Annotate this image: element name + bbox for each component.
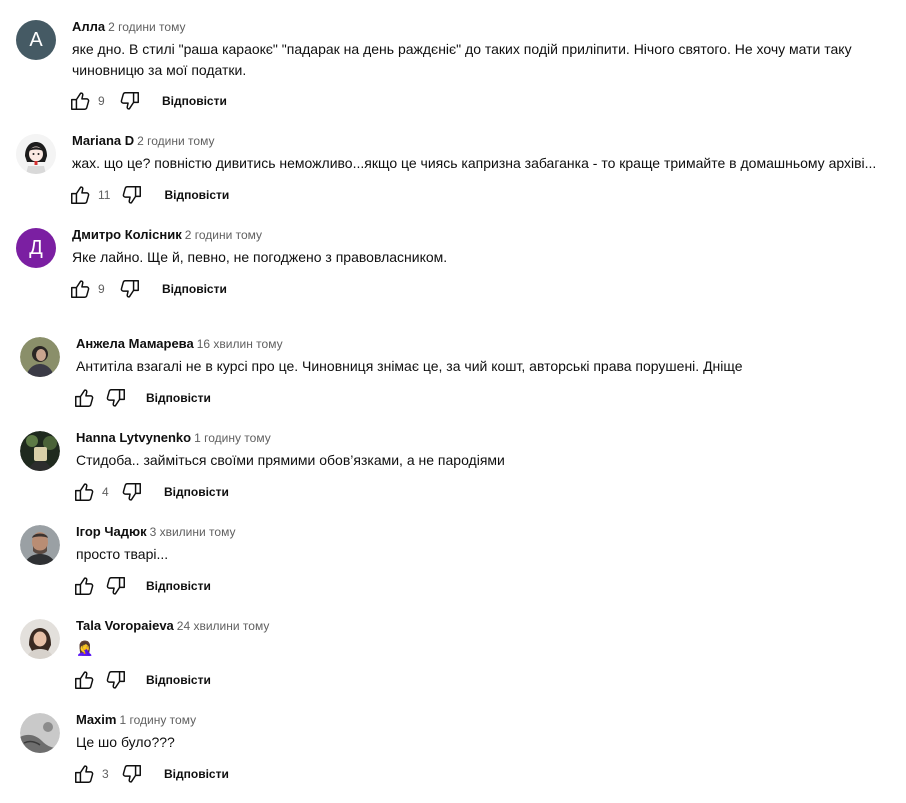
thumbs-down-icon xyxy=(119,278,141,300)
thumbs-up-icon xyxy=(73,481,95,503)
dislike-button[interactable] xyxy=(118,277,142,301)
comment-author[interactable]: Анжела Мамарева xyxy=(76,336,194,351)
thumbs-down-icon xyxy=(121,184,143,206)
comment-text: Яке лайно. Ще й, певно, не погоджено з правовласником. xyxy=(72,249,448,265)
comment-text: жах. що це? повністю дивитись неможливо...якщо це чиясь капризна забаганка - то краще тримайте в домашньому архіві... xyxy=(72,155,877,171)
user-photo-icon xyxy=(20,619,60,659)
thumbs-down-icon xyxy=(121,481,143,503)
cartoon-girl-icon xyxy=(16,134,56,174)
comment-timestamp[interactable]: 1 годину тому xyxy=(194,431,271,445)
reply-button[interactable]: Відповісти xyxy=(164,188,230,202)
like-count: 3 xyxy=(102,767,109,781)
comment-item xyxy=(0,335,906,427)
like-button[interactable] xyxy=(72,762,96,786)
user-photo-icon xyxy=(20,431,60,471)
like-button[interactable] xyxy=(68,183,92,207)
thumbs-up-icon xyxy=(73,669,95,691)
comment-timestamp[interactable]: 16 хвилин тому xyxy=(196,337,283,351)
comment-text: просто тварі... xyxy=(76,546,169,562)
comment-timestamp[interactable]: 2 години тому xyxy=(108,20,186,34)
thumbs-down-icon xyxy=(105,387,127,409)
avatar[interactable] xyxy=(16,20,56,60)
cartoon-girl-avatar[interactable] xyxy=(16,134,56,174)
thumbs-down-icon xyxy=(105,575,127,597)
like-button[interactable] xyxy=(72,668,96,692)
comment-item xyxy=(0,523,906,615)
comment-timestamp[interactable]: 1 годину тому xyxy=(119,713,197,727)
reply-button[interactable]: Відповісти xyxy=(164,485,229,499)
dislike-button[interactable] xyxy=(120,480,144,504)
user-photo-avatar[interactable] xyxy=(20,431,60,471)
comment-text: Це шо було??? xyxy=(76,734,175,750)
reply-button[interactable]: Відповісти xyxy=(162,282,227,296)
reply-button[interactable]: Відповісти xyxy=(162,94,227,108)
comment-item xyxy=(0,711,906,803)
avatar-letter: Д xyxy=(29,236,43,259)
dislike-button[interactable] xyxy=(120,183,144,207)
like-button[interactable] xyxy=(72,386,96,410)
reply-button[interactable]: Відповісти xyxy=(146,673,211,687)
reply-button[interactable]: Відповісти xyxy=(164,767,229,781)
comment-text: Стидоба.. займіться своїми прямими обов’язками, а не пародіями xyxy=(76,452,505,468)
like-button[interactable] xyxy=(68,89,92,113)
thumbs-up-icon xyxy=(73,575,95,597)
thumbs-down-icon xyxy=(119,90,141,112)
comment-text: Антитіла взагалі не в курсі про це. Чиновниця знімає це, за чий кошт, авторські права порушені. Дніще xyxy=(76,358,743,374)
comment-item xyxy=(0,226,906,318)
user-photo-avatar[interactable] xyxy=(20,713,60,753)
comment-author[interactable]: Hanna Lytvynenko xyxy=(76,430,192,445)
like-count: 9 xyxy=(98,282,105,296)
comment-author[interactable]: Ігор Чадюк xyxy=(76,524,147,539)
reply-button[interactable]: Відповісти xyxy=(146,579,211,593)
comment-text: 🤦‍♀️ xyxy=(76,640,94,656)
like-count: 11 xyxy=(98,188,111,202)
comment-timestamp[interactable]: 24 хвилини тому xyxy=(176,619,270,633)
dislike-button[interactable] xyxy=(104,386,128,410)
reply-button[interactable]: Відповісти xyxy=(146,391,211,405)
thumbs-up-icon xyxy=(73,387,95,409)
dislike-button[interactable] xyxy=(104,574,128,598)
thumbs-up-icon xyxy=(69,90,91,112)
like-button[interactable] xyxy=(72,480,96,504)
like-button[interactable] xyxy=(68,277,92,301)
thumbs-up-icon xyxy=(69,278,91,300)
avatar-letter: А xyxy=(29,28,43,51)
comment-author[interactable]: Алла xyxy=(72,19,106,34)
thumbs-up-icon xyxy=(69,184,91,206)
user-photo-icon xyxy=(20,713,60,753)
comment-item xyxy=(0,617,906,709)
user-photo-avatar[interactable] xyxy=(20,619,60,659)
comment-timestamp[interactable]: 2 години тому xyxy=(137,134,215,148)
dislike-button[interactable] xyxy=(120,762,144,786)
like-count: 4 xyxy=(102,485,109,499)
comment-author[interactable]: Tala Voropaieva xyxy=(76,618,174,633)
comment-item xyxy=(0,132,906,224)
comment-text: яке дно. В стилі "раша караокє" "падарак на день раждєніє" до таких подій приліпити. Нічого святого. Не хочу мати таку чиновницю за мої податки. xyxy=(72,41,852,78)
comment-author[interactable]: Дмитро Колісник xyxy=(72,227,182,242)
comment-author[interactable]: Maxim xyxy=(76,712,117,727)
thumbs-down-icon xyxy=(105,669,127,691)
avatar[interactable] xyxy=(16,228,56,268)
user-photo-avatar[interactable] xyxy=(20,525,60,565)
dislike-button[interactable] xyxy=(118,89,142,113)
like-count: 9 xyxy=(98,94,105,108)
comment-item xyxy=(0,429,906,521)
thumbs-down-icon xyxy=(121,763,143,785)
user-photo-icon xyxy=(20,337,60,377)
comment-timestamp[interactable]: 2 години тому xyxy=(184,228,263,242)
thumbs-up-icon xyxy=(73,763,95,785)
comment-timestamp[interactable]: 3 хвилини тому xyxy=(149,525,236,539)
comment-item xyxy=(0,18,906,110)
like-button[interactable] xyxy=(72,574,96,598)
comment-author[interactable]: Mariana D xyxy=(72,133,135,148)
user-photo-avatar[interactable] xyxy=(20,337,60,377)
dislike-button[interactable] xyxy=(104,668,128,692)
user-photo-icon xyxy=(20,525,60,565)
